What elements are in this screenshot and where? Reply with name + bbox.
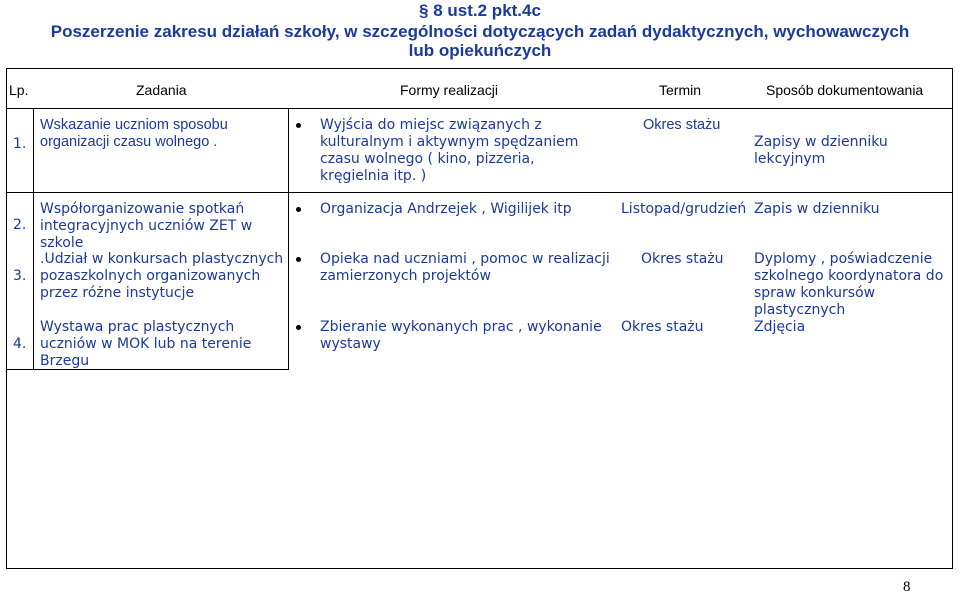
- bullet-icon: [296, 257, 301, 262]
- row-form: Organizacja Andrzejek , Wigilijek itp: [320, 201, 572, 217]
- row-task: Wskazanie uczniom sposobu organizacji czasu wolnego .: [40, 117, 228, 150]
- header-row-rule: [6, 108, 953, 109]
- row-documentation: Dyplomy , poświadczenie szkolnego koordynatora do spraw konkursów plastycznych: [754, 251, 944, 318]
- bullet-icon: [296, 207, 301, 212]
- num-column-rule: [33, 108, 34, 369]
- row-number: 3.: [13, 268, 27, 284]
- row-form: Zbieranie wykonanych prac , wykonanie wystawy: [320, 319, 602, 352]
- header-term: Termin: [659, 82, 702, 98]
- page-number: 8: [903, 579, 911, 595]
- row-term: Listopad/grudzień: [621, 201, 747, 217]
- task-column-rule: [288, 108, 289, 369]
- row-number: 2.: [13, 217, 27, 233]
- document-header: [0, 0, 960, 60]
- header-lp: Lp.: [9, 82, 29, 98]
- row-documentation: Zapisy w dzienniku lekcyjnym: [754, 134, 888, 167]
- row-documentation: Zapis w dzienniku: [754, 201, 880, 217]
- row1-rule: [6, 192, 953, 193]
- section-title: Poszerzenie zakresu działań szkoły, w szczególności dotyczących zadań dydaktycznych, wychowawczych lub opiekuńczych: [50, 22, 910, 60]
- row-documentation: Zdjęcia: [754, 319, 806, 335]
- row-number: 4.: [13, 336, 27, 352]
- row-form: Opieka nad uczniami , pomoc w realizacji zamierzonych projektów: [320, 251, 610, 284]
- row-task: Wystawa prac plastycznych uczniów w MOK lub na terenie Brzegu: [40, 319, 252, 369]
- header-forms: Formy realizacji: [400, 82, 499, 98]
- row-task: .Udział w konkursach plastycznych pozaszkolnych organizowanych przez różne instytucje: [40, 251, 284, 301]
- row-number: 1.: [13, 136, 27, 152]
- row-term: Okres stażu: [621, 319, 704, 335]
- row-term: Okres stażu: [641, 251, 724, 267]
- bullet-icon: [296, 325, 301, 330]
- bullet-icon: [296, 123, 301, 128]
- section-reference: § 8 ust.2 pkt.4c: [419, 1, 541, 20]
- header-documentation: Sposób dokumentowania: [766, 82, 924, 98]
- row-task: Współorganizowanie spotkań integracyjnych uczniów ZET w szkole: [40, 201, 253, 251]
- table-top-rule: [6, 68, 953, 69]
- table-bottom-rule: [6, 568, 953, 569]
- row-form: Wyjścia do miejsc związanych z kulturalnym i aktywnym spędzaniem czasu wolnego ( kino, pizzeria, kręgielnia itp. ): [320, 117, 579, 184]
- row-term: Okres stażu: [643, 117, 721, 133]
- header-tasks: Zadania: [136, 82, 187, 98]
